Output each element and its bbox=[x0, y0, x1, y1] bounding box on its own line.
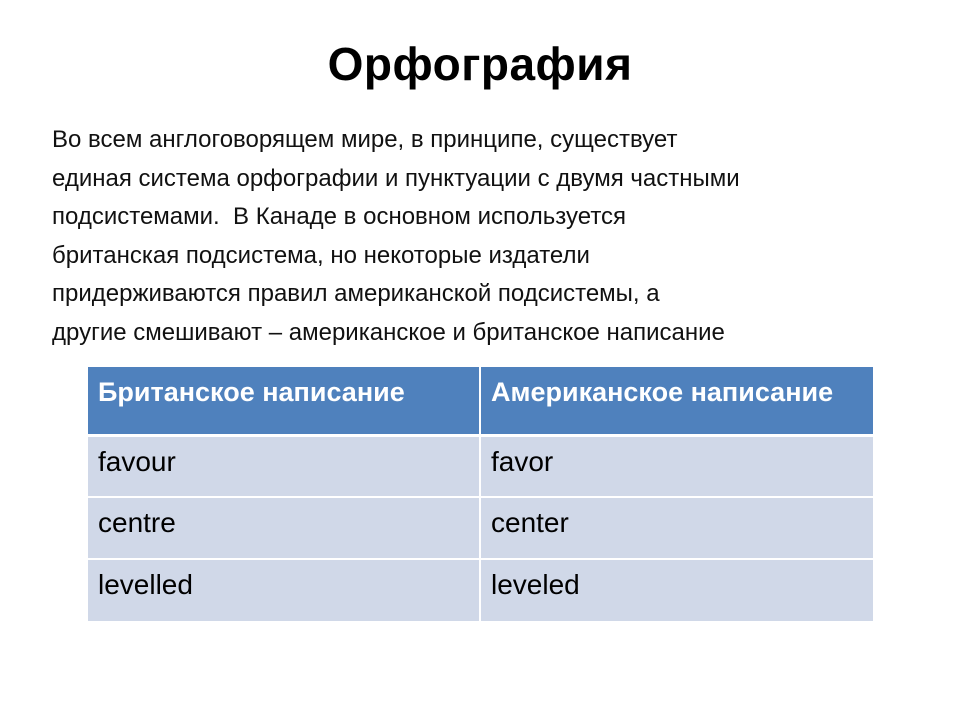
spelling-comparison-table bbox=[88, 367, 873, 621]
paragraph-line: придерживаются правил американской подсистемы, а bbox=[52, 280, 660, 307]
slide-title: Орфография bbox=[327, 38, 633, 90]
cell-american: leveled bbox=[480, 559, 873, 621]
paragraph-line: другие смешивают – американское и британское написание bbox=[52, 318, 725, 346]
cell-american: favor bbox=[480, 435, 873, 497]
cell-british: favour bbox=[88, 435, 480, 497]
cell-american: center bbox=[480, 497, 873, 559]
spelling-table-wrapper bbox=[88, 367, 873, 621]
paragraph-line: единая система орфографии и пунктуации с двумя частными bbox=[52, 164, 740, 192]
paragraph-line: Во всем англоговорящем мире, в принципе, существует bbox=[52, 126, 678, 153]
table-row bbox=[88, 497, 873, 559]
cell-british: centre bbox=[88, 497, 480, 559]
table-header-row bbox=[88, 367, 873, 435]
table-row bbox=[88, 559, 873, 621]
paragraph-line: британская подсистема, но некоторые издатели bbox=[52, 241, 590, 269]
slide-paragraph bbox=[52, 121, 902, 352]
header-british-spelling: Британское написание bbox=[88, 367, 480, 435]
table-row bbox=[88, 435, 873, 497]
cell-british: levelled bbox=[88, 559, 480, 621]
header-american-spelling: Американское написание bbox=[480, 367, 873, 435]
paragraph-line: подсистемами. В Канаде в основном используется bbox=[52, 203, 627, 230]
